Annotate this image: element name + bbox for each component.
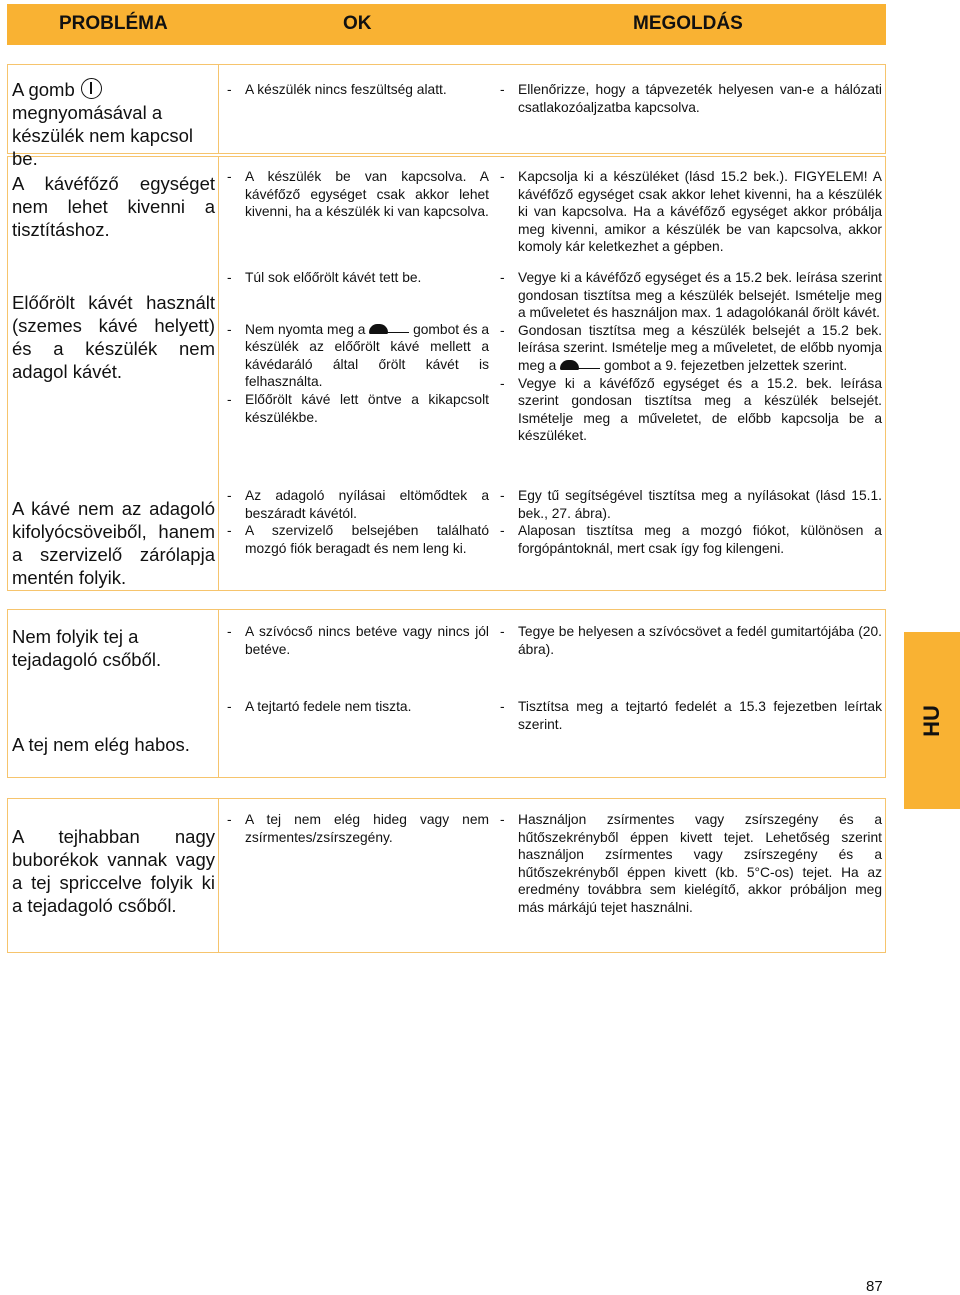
solution-item: - Egy tű segítségével tisztítsa meg a nyílásokat (lásd 15.1. bek., 27. ábra). bbox=[500, 487, 882, 522]
column-divider bbox=[218, 156, 219, 591]
power-button-icon bbox=[81, 78, 102, 99]
column-divider bbox=[218, 798, 219, 953]
problem-row-7: A tejhabban nagy buborékok vannak vagy a tej spriccelve folyik ki a tejadagoló csőből. bbox=[12, 826, 215, 916]
solution-item: - Kapcsolja ki a készüléket (lásd 15.2 bek.). FIGYELEM! A kávéfőző egységet csak akkor lehet kivenni, ha a készülék ki van kapcsolva. Ha a kávéfőző egységet akkor próbálja meg kivenni, amikor a készülék be van kapcsolva, akkor komoly kár keletkezhet a gépben. bbox=[500, 168, 882, 256]
problem-row-2: A kávéfőző egységet nem lehet kivenni a tisztításhoz. bbox=[12, 173, 215, 240]
language-tab bbox=[904, 632, 960, 809]
cause-list-row-6 bbox=[227, 698, 489, 716]
solution-list-row-3 bbox=[500, 269, 882, 445]
header-solution: MEGOLDÁS bbox=[633, 13, 743, 34]
solution-list-row-7 bbox=[500, 811, 882, 917]
cause-list-row-5 bbox=[227, 623, 489, 658]
cause-item: - Előőrölt kávé lett öntve a kikapcsolt készülékbe. bbox=[227, 391, 489, 426]
problem-row-1 bbox=[12, 78, 215, 170]
solution-list-row-6 bbox=[500, 698, 882, 733]
solution-item: - Tisztítsa meg a tejtartó fedelét a 15.3 fejezetben leírtak szerint. bbox=[500, 698, 882, 733]
cause-item bbox=[227, 321, 489, 391]
cause-list-row-1 bbox=[227, 81, 489, 99]
solution-item: - Vegye ki a kávéfőző egységet és a 15.2. bek. leírása szerint gondosan tisztítsa meg a készülék belsejét. Ismételje meg a műveletet, de előbb kapcsolja be a készüléket. bbox=[500, 375, 882, 445]
solution-item: - Ellenőrizze, hogy a tápvezeték helyesen van-e a hálózati csatlakozóaljzatba kapcsolva. bbox=[500, 81, 882, 116]
cause-list-row-7 bbox=[227, 811, 489, 846]
cause-item: - Túl sok előőrölt kávét tett be. bbox=[227, 269, 489, 287]
problem-text: A gomb bbox=[12, 79, 75, 100]
problem-text: megnyomásával a készülék nem kapcsol be. bbox=[12, 102, 193, 169]
cause-text: Nem nyomta meg a bbox=[245, 321, 366, 337]
problem-row-6: A tej nem elég habos. bbox=[12, 734, 190, 755]
solution-item bbox=[500, 322, 882, 375]
solution-item: - Használjon zsírmentes vagy zsírszegény és a hűtőszekrényből éppen kivett tejet. Lehetőség szerint használjon zsírmentes vagy zsírszegény és a hűtőszekrényből éppen kivett (kb. 5°C-os) tejet. Ha az eredmény továbbra sem kielégítő, akkor próbáljon meg más márkájú tejet használni. bbox=[500, 811, 882, 917]
cause-item: - A szívócső nincs betéve vagy nincs jól betéve. bbox=[227, 623, 489, 658]
cause-item: - Az adagoló nyílásai eltömődtek a beszáradt kávétól. bbox=[227, 487, 489, 522]
table-header bbox=[7, 4, 886, 45]
solution-item: - Alaposan tisztítsa meg a mozgó fiókot, különösen a forgópántoknál, mert csak így fog kilengeni. bbox=[500, 522, 882, 557]
solution-list-row-5 bbox=[500, 623, 882, 658]
header-problem: PROBLÉMA bbox=[59, 13, 168, 34]
language-tab-label: HU bbox=[919, 704, 944, 737]
problem-row-3: Előőrölt kávét használt (szemes kávé helyett) és a készülék nem adagol kávét. bbox=[12, 292, 215, 382]
solution-item: - Vegye ki a kávéfőző egységet és a 15.2 bek. leírása szerint gondosan tisztítsa meg a készülék belsejét. Ismételje meg a műveletet és használjon max. 1 adagolókanál őrölt kávét. bbox=[500, 269, 882, 322]
measuring-spoon-icon bbox=[369, 324, 409, 336]
solution-text: gombot a 9. fejezetben jelzettek szerint. bbox=[604, 357, 848, 373]
solution-list-row-1 bbox=[500, 81, 882, 116]
column-divider bbox=[218, 64, 219, 154]
cause-list-row-4 bbox=[227, 487, 489, 557]
cause-text: gombot és a készülék az előőrölt kávé mellett a kávédaráló által őrölt kávét is felhasználta. bbox=[245, 321, 490, 390]
problem-row-4: A kávé nem az adagoló kifolyócsöveiből, hanem a szervizelő zárólapja mentén folyik. bbox=[12, 498, 215, 588]
header-cause: OK bbox=[343, 13, 372, 34]
cause-list-row-2 bbox=[227, 168, 489, 221]
page-number: 87 bbox=[866, 1278, 883, 1295]
cause-item: - A készülék be van kapcsolva. A kávéfőző egységet csak akkor lehet kivenni, ha a készülék ki van kapcsolva. bbox=[227, 168, 489, 221]
solution-text: Gondosan tisztítsa meg a készülék belsejét a 15.2 bek. leírása szerint. Ismételje meg a műveletet, de előbb nyomja meg a bbox=[518, 322, 882, 373]
cause-list-row-3 bbox=[227, 269, 489, 426]
problem-row-5: Nem folyik tej a tejadagoló csőből. bbox=[12, 626, 162, 670]
solution-list-row-2 bbox=[500, 168, 882, 256]
solution-item: - Tegye be helyesen a szívócsövet a fedél gumitartójába (20. ábra). bbox=[500, 623, 882, 658]
cause-item: - A tejtartó fedele nem tiszta. bbox=[227, 698, 489, 716]
cause-item: - A tej nem elég hideg vagy nem zsírmentes/zsírszegény. bbox=[227, 811, 489, 846]
measuring-spoon-icon bbox=[560, 360, 600, 372]
solution-list-row-4 bbox=[500, 487, 882, 557]
cause-item: - A szervizelő belsejében található mozgó fiók beragadt és nem leng ki. bbox=[227, 522, 489, 557]
cause-item: - A készülék nincs feszültség alatt. bbox=[227, 81, 489, 99]
column-divider bbox=[218, 609, 219, 778]
